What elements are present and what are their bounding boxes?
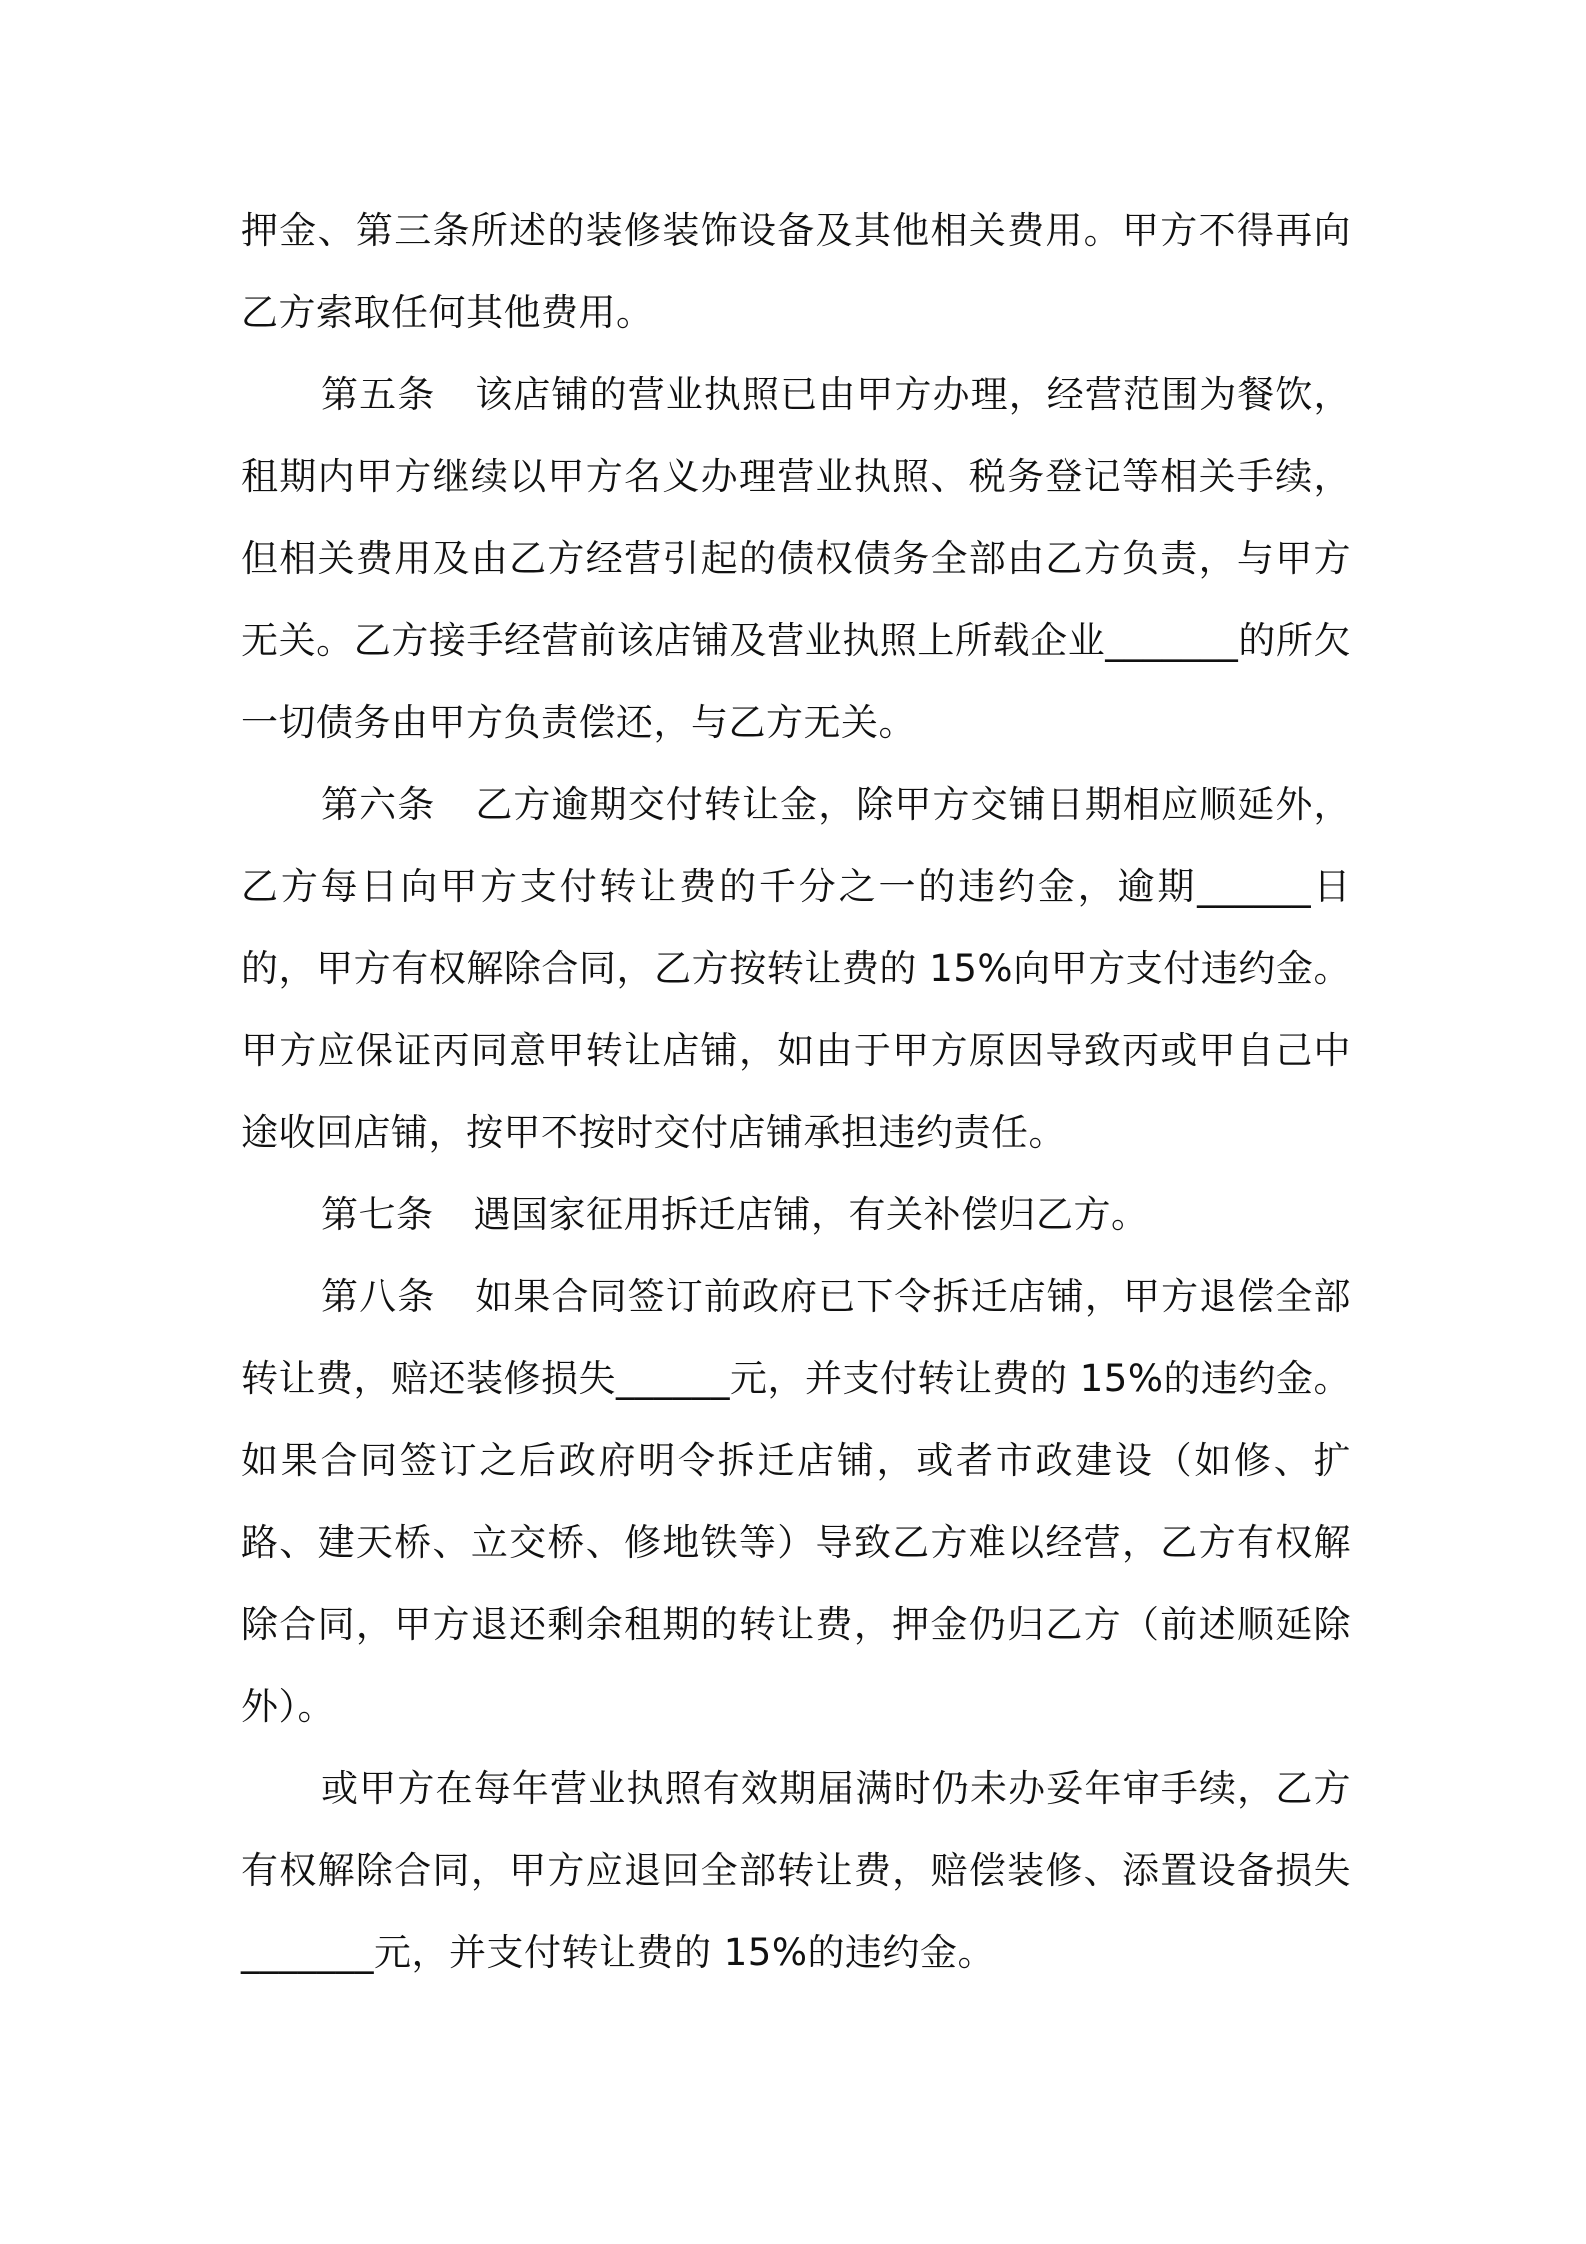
article-number: 第八条	[321, 1275, 436, 1318]
article-number: 第六条	[321, 783, 436, 826]
paragraph-text: 或甲方在每年营业执照有效期届满时仍未办妥年审手续，乙方有权解除合同，甲方应退回全部转让费，赔偿装修、添置设备损失_______元，并支付转让费的 15%的违约金。	[241, 1767, 1351, 1974]
article-8-paragraph	[241, 1256, 1351, 1748]
paragraph-deposit-continuation	[241, 190, 1351, 354]
article-7-paragraph	[241, 1174, 1351, 1256]
article-8-supplement-paragraph	[241, 1748, 1351, 1994]
paragraph-text: 遇国家征用拆迁店铺，有关补偿归乙方。	[473, 1193, 1149, 1236]
article-number: 第七条	[321, 1193, 434, 1236]
paragraph-text: 如果合同签订前政府已下令拆迁店铺，甲方退偿全部转让费，赔还装修损失______元，并支付转让费的 15%的违约金。如果合同签订之后政府明令拆迁店铺，或者市政建设（如修、扩路、建天桥、立交桥、修地铁等）导致乙方难以经营，乙方有权解除合同，甲方退还剩余租期的转让费，押金仍归乙方（前述顺延除外）。	[241, 1275, 1352, 1728]
paragraph-text: 押金、第三条所述的装修装饰设备及其他相关费用。甲方不得再向乙方索取任何其他费用。	[241, 209, 1351, 334]
article-6-paragraph	[241, 764, 1351, 1174]
paragraph-text: 乙方逾期交付转让金，除甲方交铺日期相应顺延外，乙方每日向甲方支付转让费的千分之一的违约金，逾期______日的，甲方有权解除合同，乙方按转让费的 15%向甲方支付违约金。甲方应保证丙同意甲转让店铺，如由于甲方原因导致丙或甲自己中途收回店铺，按甲不按时交付店铺承担违约责任。	[241, 783, 1352, 1154]
article-5-paragraph	[241, 354, 1351, 764]
article-number: 第五条	[321, 373, 436, 416]
paragraph-text: 该店铺的营业执照已由甲方办理，经营范围为餐饮，租期内甲方继续以甲方名义办理营业执照、税务登记等相关手续，但相关费用及由乙方经营引起的债权债务全部由乙方负责，与甲方无关。乙方接手经营前该店铺及营业执照上所载企业_______的所欠一切债务由甲方负责偿还，与乙方无关。	[241, 373, 1352, 744]
document-body	[241, 190, 1351, 1994]
